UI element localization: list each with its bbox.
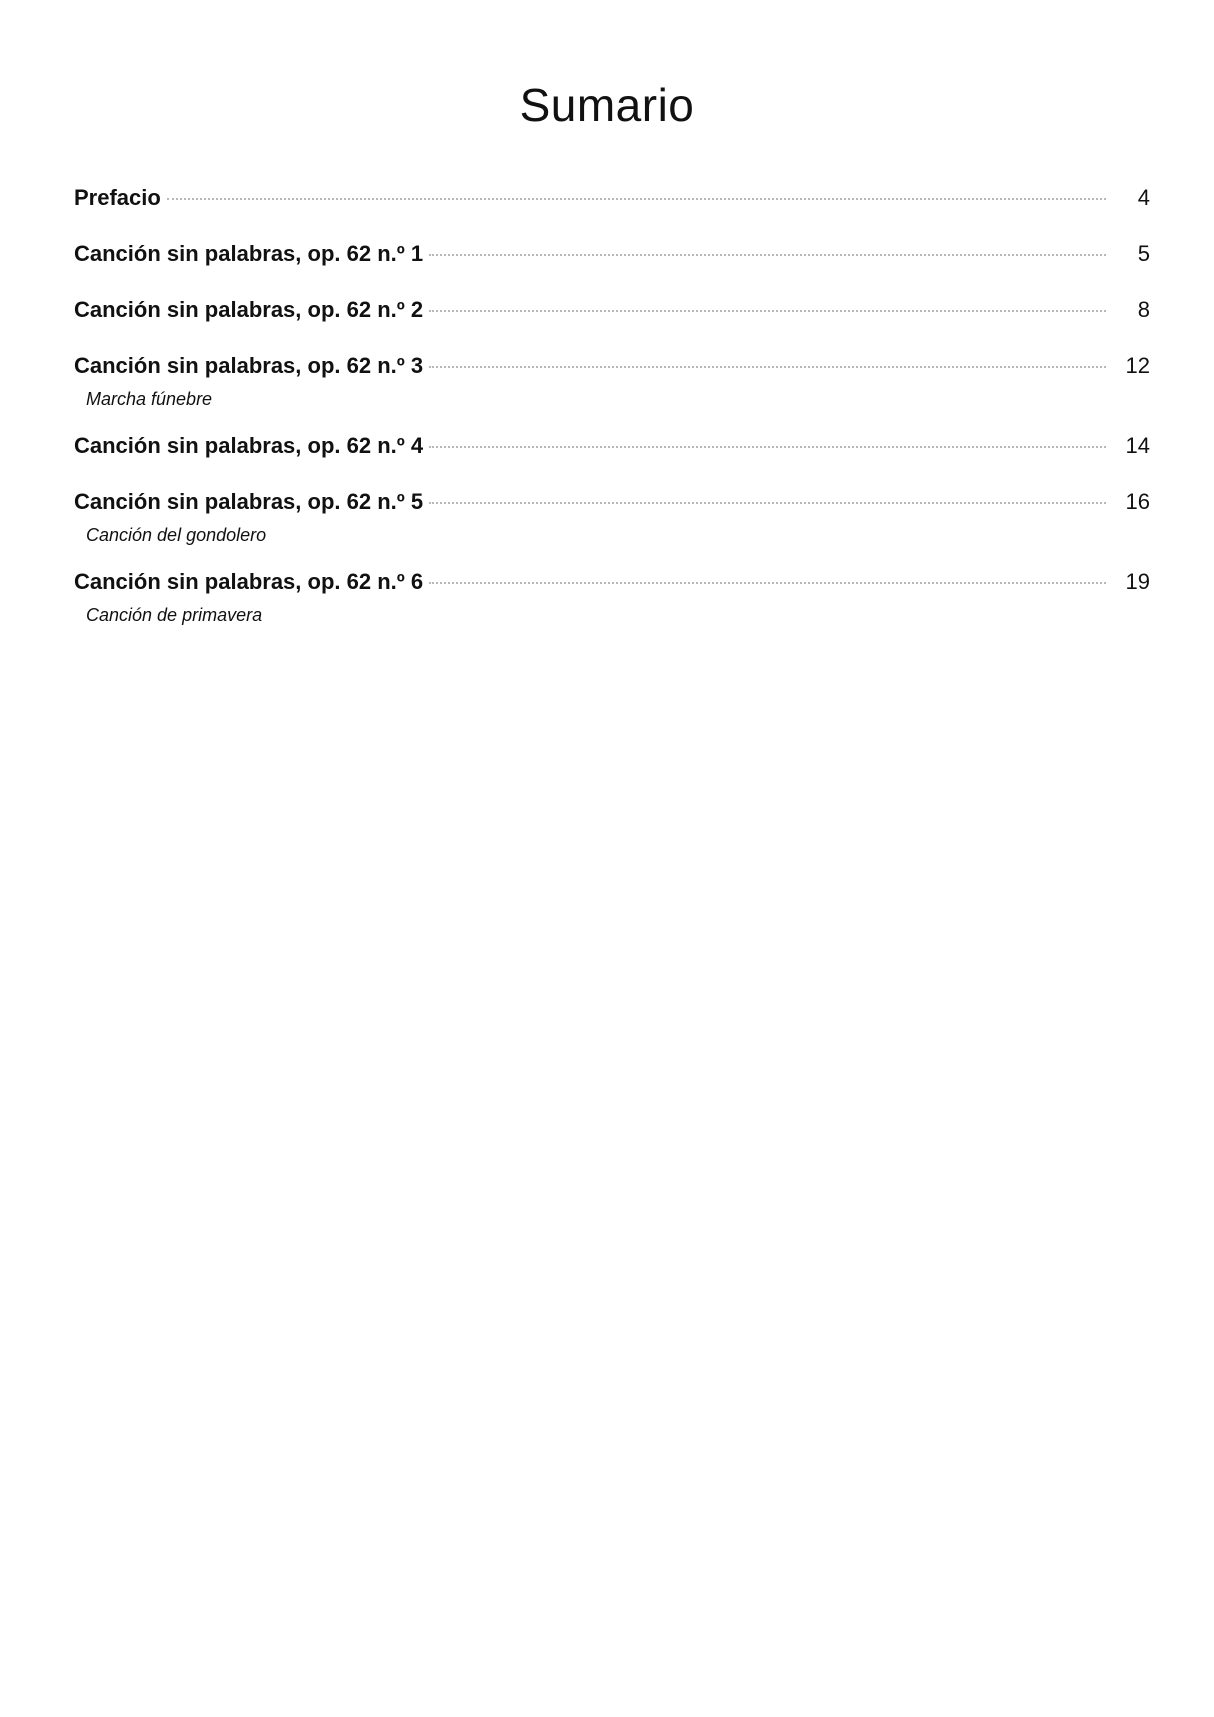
spacer <box>74 467 1150 489</box>
toc-entry-subtitle: Canción del gondolero <box>86 525 267 545</box>
toc-entry-op62-6[interactable] <box>74 569 1150 629</box>
page-title: Sumario <box>519 79 695 131</box>
toc-page-number[interactable]: 19 <box>1125 569 1150 594</box>
toc-entry-op62-1[interactable] <box>74 241 1150 275</box>
table-of-contents <box>74 185 1150 629</box>
dot-leader <box>429 582 1106 584</box>
toc-entry-title[interactable]: Canción sin palabras, op. 62 n.º 2 <box>74 297 424 322</box>
toc-entry-title[interactable]: Canción sin palabras, op. 62 n.º 5 <box>74 489 424 514</box>
toc-entry-line <box>74 569 1150 603</box>
toc-entry-line <box>74 433 1150 467</box>
toc-entry-subtitle: Canción de primavera <box>86 605 263 625</box>
toc-entry-line <box>74 353 1150 387</box>
toc-entry-prefacio[interactable] <box>74 185 1150 219</box>
toc-entry-title[interactable]: Canción sin palabras, op. 62 n.º 4 <box>74 433 424 458</box>
toc-page-number[interactable]: 8 <box>1137 297 1150 322</box>
toc-entry-op62-5[interactable] <box>74 489 1150 549</box>
toc-entry-title[interactable]: Canción sin palabras, op. 62 n.º 1 <box>74 241 424 266</box>
toc-entry-title[interactable]: Canción sin palabras, op. 62 n.º 3 <box>74 353 424 378</box>
toc-entry-op62-4[interactable] <box>74 433 1150 467</box>
toc-page-number[interactable]: 12 <box>1125 353 1150 378</box>
spacer <box>74 549 1150 569</box>
dot-leader <box>429 310 1106 312</box>
toc-entry-line <box>74 185 1150 219</box>
toc-entry-title[interactable]: Prefacio <box>74 185 161 210</box>
spacer <box>74 331 1150 353</box>
toc-page-number[interactable]: 4 <box>1137 185 1150 210</box>
dot-leader <box>429 502 1106 504</box>
spacer <box>74 413 1150 433</box>
dot-leader <box>429 254 1106 256</box>
toc-entry-line <box>74 297 1150 331</box>
toc-page-number[interactable]: 14 <box>1125 433 1150 458</box>
dot-leader <box>429 446 1106 448</box>
dot-leader <box>167 198 1106 200</box>
toc-entry-op62-2[interactable] <box>74 297 1150 331</box>
toc-page-number[interactable]: 16 <box>1125 489 1150 514</box>
toc-entry-line <box>74 241 1150 275</box>
spacer <box>74 275 1150 297</box>
toc-entry-subtitle: Marcha fúnebre <box>86 389 213 409</box>
spacer <box>74 219 1150 241</box>
toc-entry-title[interactable]: Canción sin palabras, op. 62 n.º 6 <box>74 569 424 594</box>
toc-entry-op62-3[interactable] <box>74 353 1150 413</box>
toc-page-number[interactable]: 5 <box>1137 241 1150 266</box>
toc-entry-line <box>74 489 1150 523</box>
dot-leader <box>429 366 1106 368</box>
